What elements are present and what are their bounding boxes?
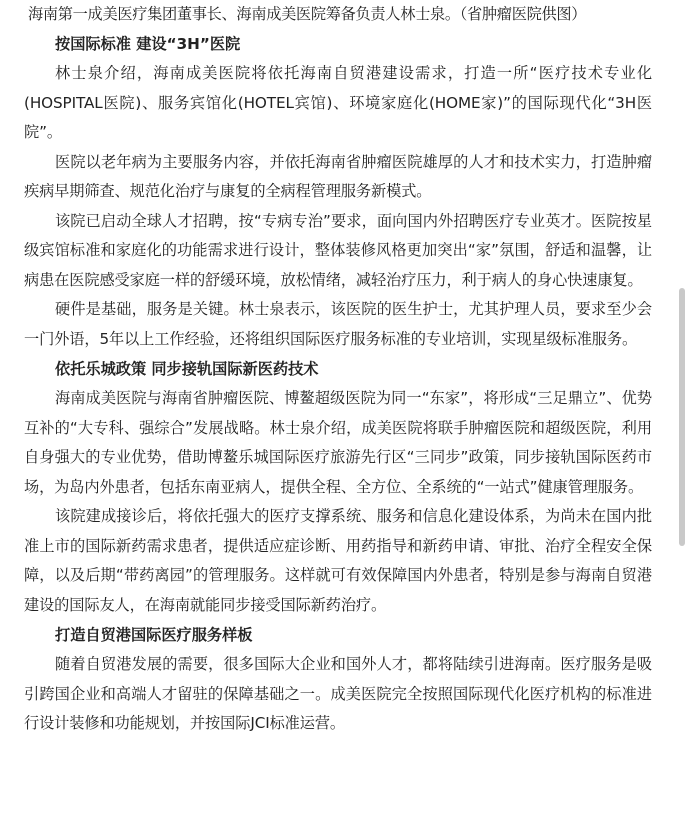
paragraph: 硬件是基础，服务是关键。林士泉表示，该医院的医生护士，尤其护理人员，要求至少会一门外语，5年以上工作经验，还将组织国际医疗服务标准的专业培训，实现星级标准服务。: [24, 300, 652, 348]
paragraph: 该院已启动全球人才招聘，按“专病专治”要求，面向国内外招聘医疗专业英才。医院按星级宾馆标准和家庭化的功能需求进行设计，整体装修风格更加突出“家”氛围，舒适和温馨，让病患在医院感受家庭一样的舒缓环境，放松情绪，减轻治疗压力，利于病人的身心快速康复。: [24, 211, 652, 289]
section-heading-lecheng-policy: 依托乐城政策 同步接轨国际新医药技术: [55, 360, 319, 378]
paragraph: 随着自贸港发展的需要，很多国际大企业和国外人才，都将陆续引进海南。医疗服务是吸引跨国企业和高端人才留驻的保障基础之一。成美医院完全按照国际现代化医疗机构的标准进行设计装修和功能规划，并按国际JCI标准运营。: [24, 655, 652, 732]
section-heading-service-model: 打造自贸港国际医疗服务样板: [55, 626, 253, 644]
paragraph: 海南成美医院与海南省肿瘤医院、博鳌超级医院为同一“东家”，将形成“三足鼎立”、优势互补的“大专科、强综合”发展战略。林士泉介绍，成美医院将联手肿瘤医院和超级医院，利用自身强大的专业优势，借助博鳌乐城国际医疗旅游先行区“三同步”政策，同步接轨国际医药市场，为岛内外患者，包括东南亚病人，提供全程、全方位、全系统的“一站式”健康管理服务。: [24, 389, 652, 496]
photo-caption: 海南第一成美医疗集团董事长、海南成美医院筹备负责人林士泉。（省肿瘤医院供图）: [28, 5, 587, 23]
article-body: [24, 0, 652, 739]
vertical-scrollbar[interactable]: [676, 0, 687, 837]
scrollbar-thumb[interactable]: [679, 288, 685, 546]
section-heading-3h-hospital: 按国际标准 建设“3H”医院: [55, 35, 241, 53]
paragraph: 林士泉介绍，海南成美医院将依托海南自贸港建设需求，打造一所“医疗技术专业化(HOSPITAL医院)、服务宾馆化(HOTEL宾馆)、环境家庭化(HOME家)”的国际现代化“3H医院”。: [24, 64, 652, 141]
paragraph: 该院建成接诊后，将依托强大的医疗支撑系统、服务和信息化建设体系，为尚未在国内批准上市的国际新药需求患者，提供适应症诊断、用药指导和新药申请、审批、治疗全程安全保障，以及后期“带药离园”的管理服务。这样就可有效保障国内外患者，特别是参与海南自贸港建设的国际友人，在海南就能同步接受国际新药治疗。: [24, 507, 652, 614]
paragraph: 医院以老年病为主要服务内容，并依托海南省肿瘤医院雄厚的人才和技术实力，打造肿瘤疾病早期筛查、规范化治疗与康复的全病程管理服务新模式。: [24, 152, 652, 200]
